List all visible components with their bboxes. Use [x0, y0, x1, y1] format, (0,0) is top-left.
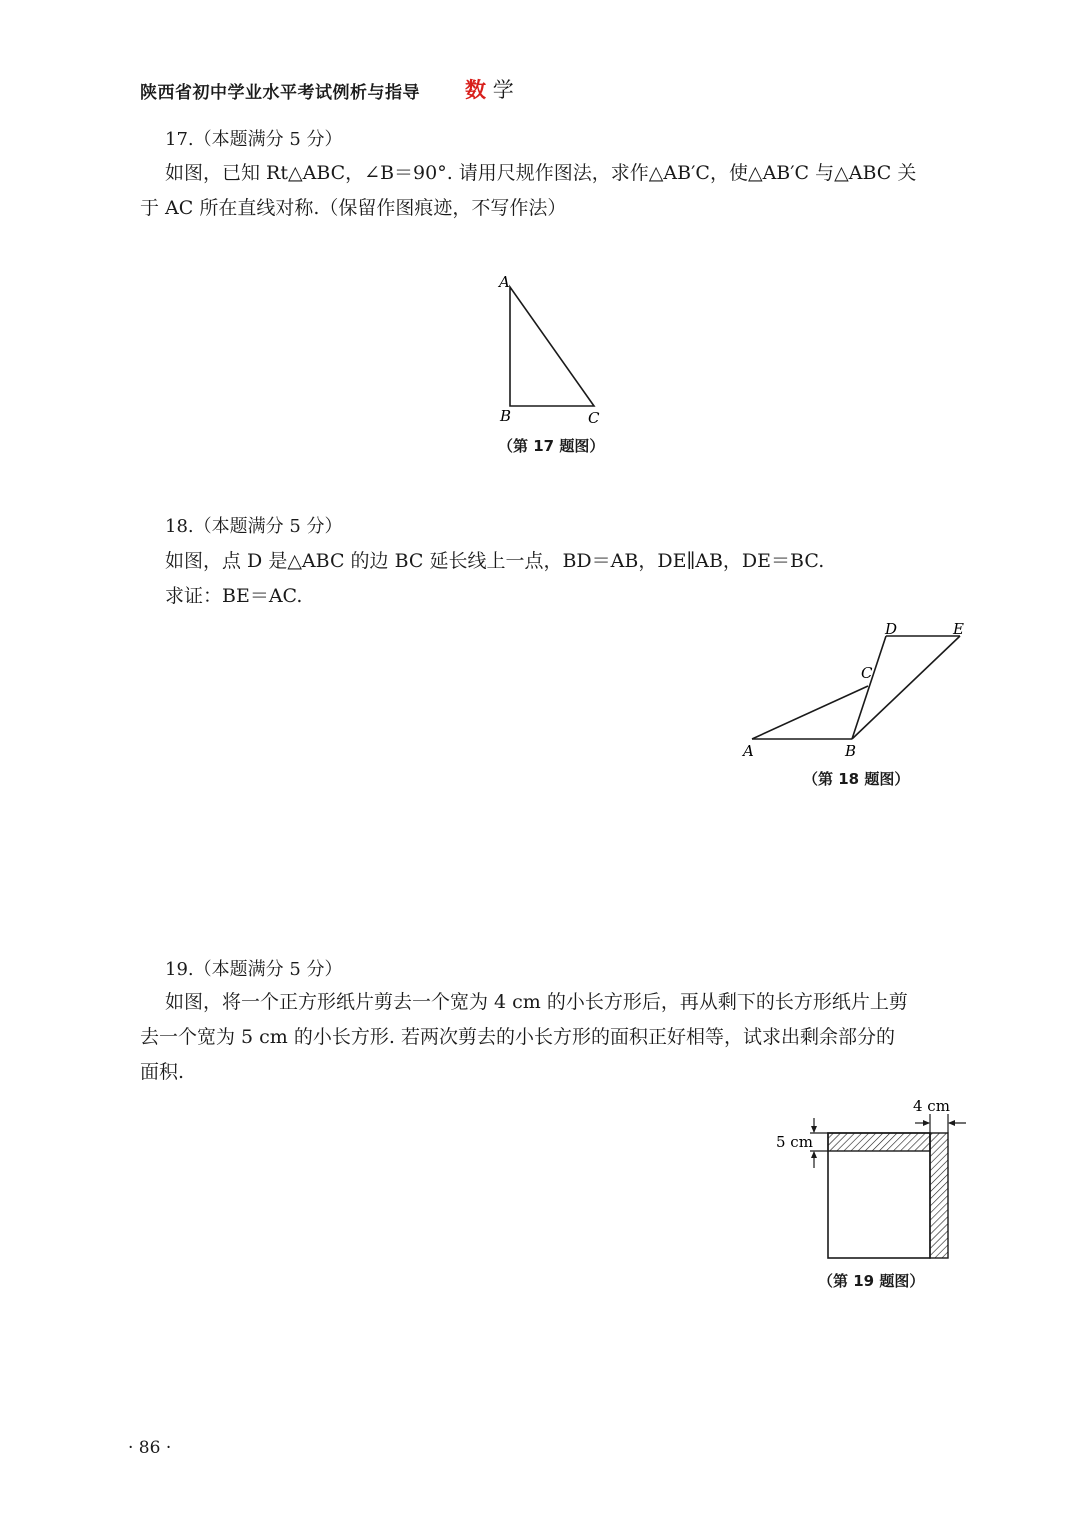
q17-label-b: B — [500, 407, 512, 425]
q19-arrowhead-5cm-top — [811, 1126, 817, 1133]
q19-cut-strip-right — [930, 1133, 948, 1258]
q18-text-line1: 如图，点 D 是△ABC 的边 BC 延长线上一点，BD＝AB，DE∥AB，DE＝BC. — [165, 550, 825, 572]
q18-label-a: A — [743, 742, 754, 760]
q18-caption: （第 18 题图） — [803, 770, 910, 788]
header-subject-char1: 数 — [465, 78, 486, 102]
q19-caption: （第 19 题图） — [818, 1272, 925, 1290]
q19-text-line3: 面积. — [140, 1061, 185, 1083]
q17-title: 17.（本题满分 5 分） — [165, 129, 343, 150]
q19-figure — [770, 1090, 970, 1265]
q19-square-outline — [828, 1133, 930, 1258]
q17-caption: （第 17 题图） — [498, 437, 605, 455]
header-subject — [465, 74, 514, 104]
q17-triangle-abc — [510, 287, 594, 406]
q17-text-cont — [140, 191, 566, 226]
q19-label-5cm: 5 cm — [776, 1133, 813, 1151]
q19-arrowhead-4cm-left — [923, 1120, 930, 1126]
q18-label-e: E — [953, 620, 964, 638]
q18-text — [165, 544, 824, 614]
q19-cut-strip-top — [828, 1133, 930, 1151]
q19-text-cont — [140, 1020, 895, 1090]
q19-arrowhead-4cm-right — [948, 1120, 955, 1126]
q18-segment-ac — [752, 686, 868, 739]
q18-label-b: B — [845, 742, 857, 760]
q19-text — [165, 985, 908, 1020]
q19-text-line2: 去一个宽为 5 cm 的小长方形. 若两次剪去的小长方形的面积正好相等，试求出剩余部分的 — [140, 1026, 895, 1048]
q19-label-4cm: 4 cm — [913, 1097, 950, 1115]
q19-text-line1: 如图，将一个正方形纸片剪去一个宽为 4 cm 的小长方形后，再从剩下的长方形纸片上剪 — [165, 991, 908, 1013]
q17-text-line2: 于 AC 所在直线对称.（保留作图痕迹，不写作法） — [140, 197, 567, 219]
q18-title: 18.（本题满分 5 分） — [165, 516, 343, 537]
q17-text-line1: 如图，已知 Rt△ABC，∠B＝90°. 请用尺规作图法，求作△AB′C，使△AB′C 与△ABC 关 — [165, 162, 917, 184]
q19-title: 19.（本题满分 5 分） — [165, 959, 343, 980]
q17-label-c: C — [588, 409, 600, 427]
q19-arrowhead-5cm-bottom — [811, 1151, 817, 1158]
q18-figure — [735, 615, 975, 765]
header-subject-char2: 学 — [492, 78, 514, 102]
q18-label-d: D — [885, 620, 898, 638]
q18-label-c: C — [861, 664, 873, 682]
q17-text — [165, 156, 916, 191]
page-number: · 86 · — [128, 1438, 172, 1458]
q18-text-line2: 求证：BE＝AC. — [165, 585, 303, 607]
header-book-title: 陕西省初中学业水平考试例析与指导 — [140, 83, 420, 103]
q17-label-a: A — [499, 273, 510, 291]
